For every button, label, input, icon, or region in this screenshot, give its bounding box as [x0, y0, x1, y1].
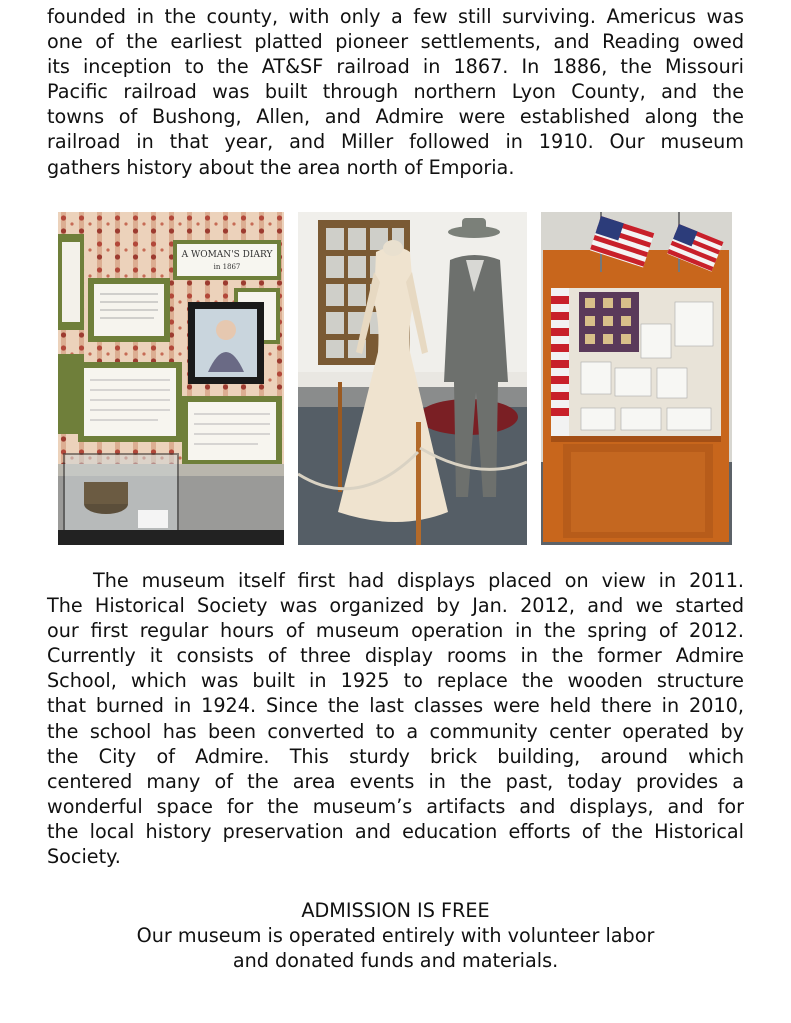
paragraph-line: the City of Admire. This sturdy brick building, around which: [47, 744, 744, 768]
paragraph-line: Currently it consists of three display rooms in the former Admire: [47, 644, 744, 668]
diary-sign-title: A WOMAN'S DIARY: [181, 250, 273, 260]
paragraph-line: towns of Bushong, Allen, and Admire were established along the: [47, 105, 744, 129]
paragraph-line: railroad in that year, and Miller followed in 1910. Our museum: [47, 130, 744, 154]
intro-paragraph: [47, 4, 744, 180]
volunteer-note-line-1: Our museum is operated entirely with volunteer labor: [136, 924, 655, 947]
paragraph-line: The museum itself first had displays placed on view in 2011.: [93, 569, 744, 592]
paragraph-line: Pacific railroad was built through northern Lyon County, and the: [47, 80, 744, 104]
paragraph-line: one of the earliest platted pioneer settlements, and Reading owed: [47, 30, 744, 54]
paragraph-line: its inception to the AT&SF railroad in 1867. In 1886, the Missouri: [47, 55, 744, 79]
paragraph-line: wonderful space for the museum’s artifacts and displays, and for: [47, 794, 744, 818]
paragraph-line: the school has been converted to a community center operated by: [47, 719, 744, 743]
diary-exhibit-photo: [58, 212, 284, 545]
paragraph-line: School, which was built in 1925 to replace the wooden structure: [47, 669, 744, 693]
paragraph-line: gathers history about the area north of Emporia.: [47, 155, 515, 179]
diary-sign-subtitle: in 1867: [213, 263, 241, 271]
volunteer-note-line-2: and donated funds and materials.: [232, 949, 559, 972]
dress-and-suit-photo: [298, 212, 527, 545]
paragraph-line: the local history preservation and education efforts of the Historical: [47, 819, 744, 843]
admission-heading: ADMISSION IS FREE: [301, 899, 490, 922]
museum-history-paragraph: [47, 568, 744, 869]
paragraph-line: centered many of the area events in the past, today provides a: [47, 769, 744, 793]
display-cabinet-photo: [541, 212, 732, 545]
paragraph-line: that burned in 1924. Since the last classes were held there in 2010,: [47, 694, 744, 718]
paragraph-line: The Historical Society was organized by Jan. 2012, and we started: [47, 594, 744, 618]
paragraph-line: our first regular hours of museum operation in the spring of 2012.: [47, 619, 744, 643]
paragraph-line: founded in the county, with only a few still surviving. Americus was: [47, 5, 744, 28]
paragraph-line: Society.: [47, 845, 121, 869]
